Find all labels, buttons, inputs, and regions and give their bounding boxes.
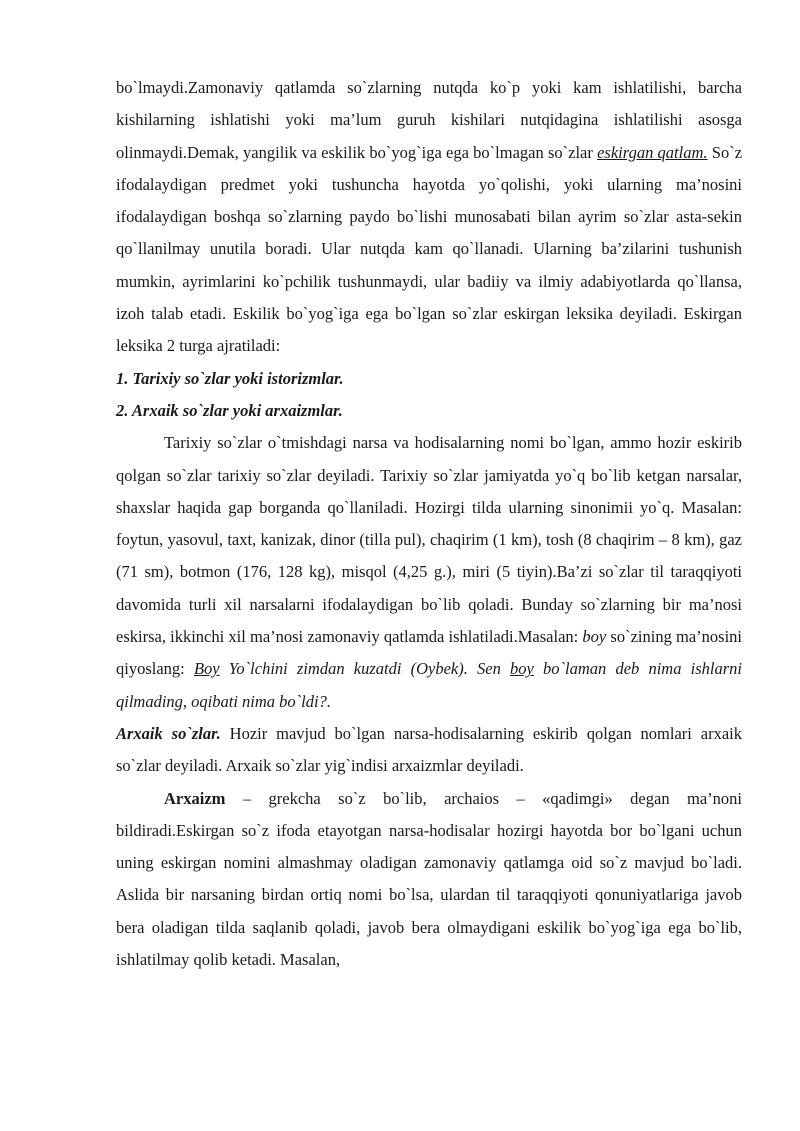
- paragraph-tarixiy-sozlar: [116, 427, 742, 718]
- example-word-boy-2: boy: [510, 659, 534, 679]
- example-word-boy: boy: [582, 627, 607, 647]
- text-segment: bo`lmaydi.Zamonaviy qatlamda so`zlarning nutqda ko`p yoki kam ishlatilishi, barcha kishilarning ishlatishi yoki ma’lum guruh kishilari nutqidagina ishlatilishi asosga olinmaydi.Demak, yangilik va eskilik bo`yog`iga ega bo`lmagan so`zlar: [116, 78, 742, 162]
- list-item-arxaik: 2. Arxaik so`zlar yoki arxaizmlar.: [116, 400, 343, 420]
- text-segment: Hozir mavjud bo`lgan narsa-hodisalarning eskirib qolgan nomlari arxaik so`zlar deyiladi. Arxaik so`zlar yig`indisi arxaizmlar deyiladi.: [116, 723, 742, 776]
- term-arxaizm: Arxaizm: [164, 788, 226, 808]
- paragraph-arxaik-sozlar: [116, 718, 742, 783]
- text-segment: so`zining ma’nosini qiyoslang:: [116, 627, 742, 679]
- text-segment: – grekcha so`z bo`lib, archaios – «qadimgi» degan ma’noni bildiradi.Eskirgan so`z ifoda etayotgan narsa-hodisalar hozirgi hayotda bor bo`lgani uchun uning eskirgan nomini almashmay oladigan zamonaviy qatlamga oid so`z mavjud bo`ladi. Aslida bir narsaning birdan ortiq nomi bo`lsa, ulardan til taraqqiyoti qonuniyatlariga javob bera oladigan tilda saqlanib qoladi, javob bera olmaydigani eskilik bo`yog`iga ega bo`lib, ishlatilmay qolib ketadi. Masalan,: [116, 788, 742, 970]
- paragraph-eskirgan-qatlam: [116, 72, 742, 363]
- example-sentence-2: bo`laman deb nima ishlarni qilmading, oqibati nima bo`ldi?.: [116, 659, 742, 711]
- paragraph-arxaizm: [116, 783, 742, 977]
- example-sentence-1: Yo`lchini zimdan kuzatdi (Oybek). Sen: [219, 659, 511, 679]
- text-segment: Tarixiy so`zlar o`tmishdagi narsa va hodisalarning nomi bo`lgan, ammo hozir eskirib qolgan so`zlar tarixiy so`zlar deyiladi. Tarixiy so`zlar jamiyatda yo`q bo`lib ketgan narsalar, shaxslar haqida gap borganda qo`llaniladi. Hozirgi tilda ularning sinonimii yo`q. Masalan: foytun, yasovul, taxt, kanizak, dinor (tilla pul), chaqirim (1 km), tosh (8 chaqirim – 8 km), gaz (71 sm), botmon (176, 128 kg), misqol (4,25 g.), miri (5 tiyin).Ba’zi so`zlar til taraqqiyoti davomida turli xil narsalarni ifodalaydigan bo`lib qoladi. Bunday so`zlarning bir ma’nosi eskirsa, ikkinchi xil ma’nosi zamonaviy qatlamda ishlatiladi.Masalan:: [116, 433, 742, 647]
- list-item-tarixiy: 1. Tarixiy so`zlar yoki istorizmlar.: [116, 368, 344, 388]
- term-eskirgan-qatlam: eskirgan qatlam.: [597, 142, 708, 162]
- term-arxaik-sozlar: Arxaik so`zlar.: [116, 723, 221, 743]
- example-word-boy-1: Boy: [193, 659, 220, 679]
- text-segment: So`z ifodalaydigan predmet yoki tushuncha hayotda yo`qolishi, yoki ularning ma’nosini ifodalaydigan boshqa so`zlarning paydo bo`lishi munosabati bilan ayrim so`zlar asta-sekin qo`llanilmay unutila boradi. Ular nutqda kam qo`llanadi. Ularning ba’zilarini tushunish mumkin, ayrimlarini ko`pchilik tushunmaydi, ular badiiy va ilmiy adabiyotlarda qo`llansa, izoh talab etadi. Eskilik bo`yog`iga ega bo`lgan so`zlar eskirgan leksika deyiladi. Eskirgan leksika 2 turga ajratiladi:: [116, 142, 743, 356]
